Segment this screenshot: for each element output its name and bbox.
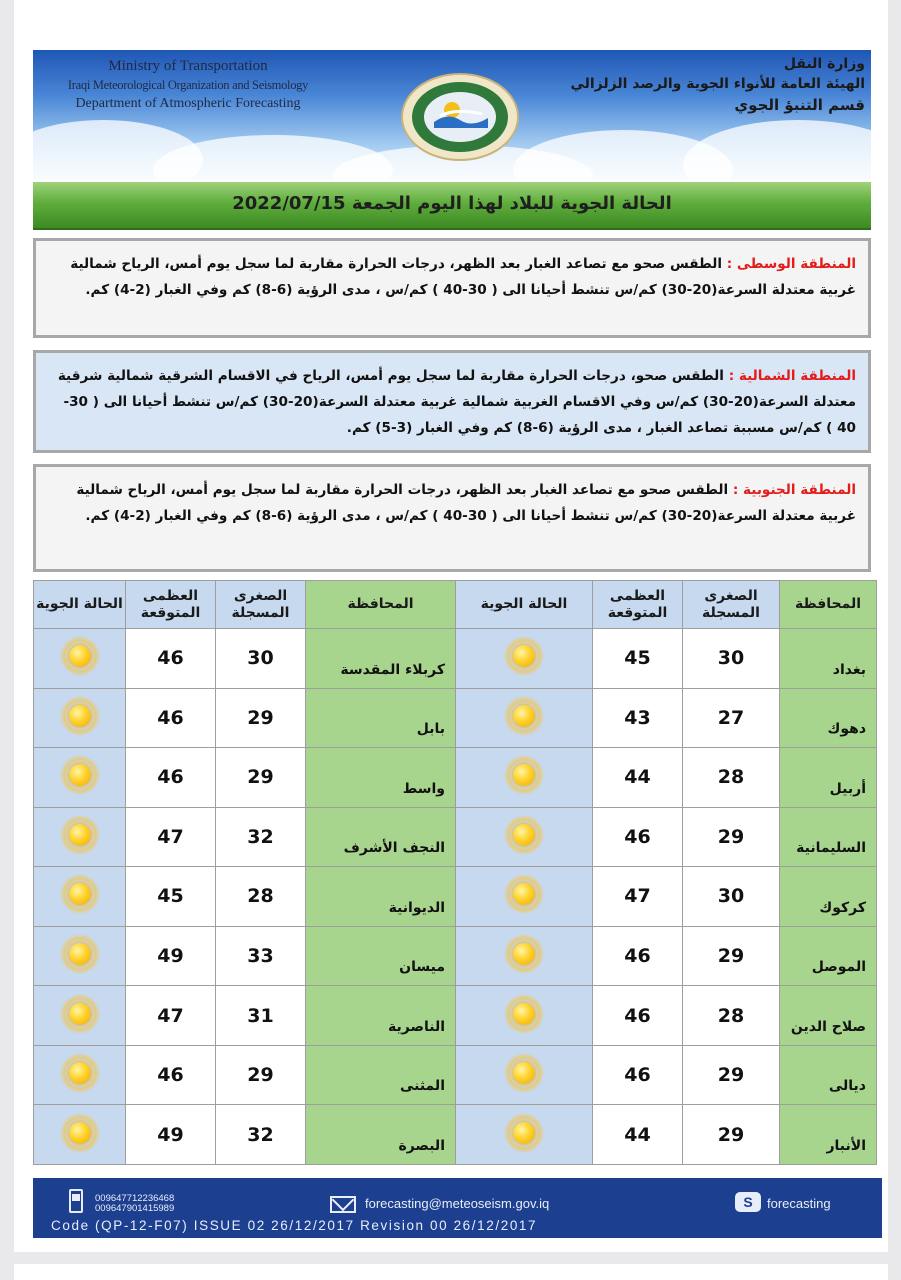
temperature-table — [33, 580, 877, 1165]
header-state: الحالة الجوية — [34, 581, 126, 629]
max-temp-cell: 46 — [593, 986, 683, 1046]
region-north — [33, 350, 871, 453]
header-governorate: المحافظة — [306, 581, 456, 629]
min-temp-cell: 30 — [216, 629, 306, 689]
sun-icon — [504, 1113, 544, 1153]
table-row — [34, 986, 877, 1046]
governorate-cell: كركوك — [780, 867, 877, 927]
sun-icon — [504, 636, 544, 676]
governorate-cell: أربيل — [780, 748, 877, 808]
weather-state-cell — [34, 748, 126, 808]
min-temp-cell: 32 — [216, 807, 306, 867]
header-arabic — [565, 56, 865, 114]
table-row — [34, 1045, 877, 1105]
header-max: العظمى المتوقعة — [593, 581, 683, 629]
department-name-ar: قسم التنبؤ الجوي — [734, 96, 865, 114]
max-temp-cell: 45 — [593, 629, 683, 689]
min-temp-cell: 29 — [683, 926, 780, 986]
min-temp-cell: 29 — [216, 688, 306, 748]
weather-state-cell — [34, 1105, 126, 1165]
governorate-cell: ديالى — [780, 1045, 877, 1105]
ministry-name-en: Ministry of Transportation — [108, 58, 268, 74]
header-state: الحالة الجوية — [456, 581, 593, 629]
phone-icon — [69, 1189, 83, 1213]
governorate-cell: البصرة — [306, 1105, 456, 1165]
weather-state-cell — [456, 629, 593, 689]
weather-state-cell — [34, 1045, 126, 1105]
min-temp-cell: 29 — [683, 807, 780, 867]
sun-icon — [504, 994, 544, 1034]
table-header-row — [34, 581, 877, 629]
max-temp-cell: 49 — [126, 1105, 216, 1165]
governorate-cell: الموصل — [780, 926, 877, 986]
sun-icon — [60, 1113, 100, 1153]
table-row — [34, 1105, 877, 1165]
governorate-cell: الناصرية — [306, 986, 456, 1046]
weather-state-cell — [34, 986, 126, 1046]
min-temp-cell: 27 — [683, 688, 780, 748]
max-temp-cell: 47 — [593, 867, 683, 927]
min-temp-cell: 30 — [683, 629, 780, 689]
sun-icon — [60, 1053, 100, 1093]
max-temp-cell: 45 — [126, 867, 216, 927]
weather-state-cell — [456, 688, 593, 748]
weather-state-cell — [456, 867, 593, 927]
min-temp-cell: 30 — [683, 867, 780, 927]
table-row — [34, 926, 877, 986]
table-row — [34, 867, 877, 927]
page-title: الحالة الجوية للبلاد لهذا اليوم الجمعة 2022/07/15 — [232, 193, 672, 214]
weather-state-cell — [456, 986, 593, 1046]
region-south — [33, 464, 871, 572]
weather-state-cell — [456, 807, 593, 867]
region-forecast-text: الطقس صحو مع تصاعد الغبار بعد الظهر، درجات الحرارة مقاربة لما سجل يوم أمس، الرياح شمالية غربية معتدلة السرعة(20-30) كم/س تنشط أحيانا الى ( 30-40 ) كم/س ، مدى الرؤية (6-8) كم وفي الغبار (2-4) كم. — [70, 256, 856, 298]
min-temp-cell: 28 — [683, 748, 780, 808]
header-banner — [33, 50, 871, 180]
governorate-cell: كربلاء المقدسة — [306, 629, 456, 689]
phone-number: 009647712236468 — [95, 1193, 175, 1204]
organization-name-ar: الهيئة العامة للأنواء الجوية والرصد الزلزالي — [570, 76, 865, 92]
region-forecast-text: الطقس صحو، درجات الحرارة مقاربة لما سجل يوم أمس، الرياح في الاقسام الشرقية شمالية شرقية معتدلة السرعة(20-30) كم/س وفي الاقسام الغربية شمالية غربية معتدلة السرعة(20-30) كم/س تنشط أحيانا الى ( 30-40 ) كم/س مسببة تصاعد الغبار ، مدى الرؤية (6-8) كم وفي الغبار (3-5) كم. — [57, 368, 856, 436]
weather-state-cell — [34, 926, 126, 986]
weather-state-cell — [34, 688, 126, 748]
ministry-name-ar: وزارة النقل — [783, 56, 865, 72]
department-name-en: Department of Atmospheric Forecasting — [75, 96, 301, 111]
weather-state-cell — [34, 629, 126, 689]
phone-number: 009647901415989 — [95, 1203, 175, 1214]
weather-state-cell — [34, 807, 126, 867]
governorate-cell: صلاح الدين — [780, 986, 877, 1046]
table-row — [34, 688, 877, 748]
header-min: الصغرى المسجلة — [683, 581, 780, 629]
footer-bar — [33, 1178, 882, 1238]
header-min: الصغرى المسجلة — [216, 581, 306, 629]
table-row — [34, 629, 877, 689]
weather-state-cell — [456, 1045, 593, 1105]
governorate-cell: دهوك — [780, 688, 877, 748]
max-temp-cell: 47 — [126, 807, 216, 867]
phone-numbers — [95, 1194, 174, 1214]
title-bar — [33, 182, 871, 230]
sun-icon — [60, 815, 100, 855]
sun-icon — [60, 934, 100, 974]
governorate-cell: واسط — [306, 748, 456, 808]
weather-state-cell — [456, 748, 593, 808]
sun-icon — [60, 755, 100, 795]
min-temp-cell: 31 — [216, 986, 306, 1046]
min-temp-cell: 29 — [683, 1045, 780, 1105]
sun-icon — [60, 636, 100, 676]
sun-icon — [504, 934, 544, 974]
governorate-cell: ميسان — [306, 926, 456, 986]
organization-name-en: Iraqi Meteorological Organization and Seismology — [67, 78, 309, 92]
email-link[interactable]: forecasting@meteoseism.gov.iq — [365, 1196, 550, 1211]
max-temp-cell: 46 — [126, 688, 216, 748]
skype-handle: forecasting — [767, 1196, 831, 1211]
region-central — [33, 238, 871, 338]
max-temp-cell: 49 — [126, 926, 216, 986]
sun-icon — [504, 755, 544, 795]
min-temp-cell: 32 — [216, 1105, 306, 1165]
governorate-cell: المثنى — [306, 1045, 456, 1105]
weather-state-cell — [34, 867, 126, 927]
sun-icon — [504, 815, 544, 855]
region-name: المنطقة الشمالية : — [728, 368, 856, 384]
governorate-cell: النجف الأشرف — [306, 807, 456, 867]
region-name: المنطقة الوسطى : — [726, 256, 856, 272]
min-temp-cell: 29 — [216, 1045, 306, 1105]
max-temp-cell: 47 — [126, 986, 216, 1046]
weather-state-cell — [456, 926, 593, 986]
governorate-cell: السليمانية — [780, 807, 877, 867]
sun-icon — [60, 994, 100, 1034]
max-temp-cell: 46 — [593, 926, 683, 986]
max-temp-cell: 46 — [126, 1045, 216, 1105]
sun-icon — [60, 696, 100, 736]
min-temp-cell: 33 — [216, 926, 306, 986]
max-temp-cell: 44 — [593, 748, 683, 808]
region-forecast-text: الطقس صحو مع تصاعد الغبار بعد الظهر، درجات الحرارة مقاربة لما سجل يوم أمس، الرياح شمالية غربية معتدلة السرعة(20-30) كم/س تنشط أحيانا الى ( 30-40 ) كم/س ، مدى الرؤية (6-8) كم وفي الغبار (2-4) كم. — [76, 482, 856, 524]
max-temp-cell: 46 — [126, 748, 216, 808]
sun-icon — [504, 874, 544, 914]
sun-icon — [504, 696, 544, 736]
table-row — [34, 748, 877, 808]
min-temp-cell: 29 — [683, 1105, 780, 1165]
mail-icon — [330, 1196, 356, 1213]
document-code: Code (QP-12-F07) ISSUE 02 26/12/2017 Revision 00 26/12/2017 — [51, 1218, 538, 1233]
header-max: العظمى المتوقعة — [126, 581, 216, 629]
max-temp-cell: 46 — [593, 1045, 683, 1105]
governorate-cell: بغداد — [780, 629, 877, 689]
weather-state-cell — [456, 1105, 593, 1165]
region-name: المنطقة الجنوبية : — [732, 482, 856, 498]
max-temp-cell: 46 — [126, 629, 216, 689]
min-temp-cell: 29 — [216, 748, 306, 808]
next-page-edge — [14, 1264, 888, 1280]
sun-icon — [60, 874, 100, 914]
sun-icon — [504, 1053, 544, 1093]
max-temp-cell: 43 — [593, 688, 683, 748]
header-governorate: المحافظة — [780, 581, 877, 629]
table-row — [34, 807, 877, 867]
min-temp-cell: 28 — [683, 986, 780, 1046]
governorate-cell: الديوانية — [306, 867, 456, 927]
governorate-cell: بابل — [306, 688, 456, 748]
governorate-cell: الأنبار — [780, 1105, 877, 1165]
header-english — [33, 58, 343, 112]
max-temp-cell: 44 — [593, 1105, 683, 1165]
skype-icon: S — [735, 1192, 761, 1212]
min-temp-cell: 28 — [216, 867, 306, 927]
max-temp-cell: 46 — [593, 807, 683, 867]
organization-logo — [400, 72, 520, 162]
